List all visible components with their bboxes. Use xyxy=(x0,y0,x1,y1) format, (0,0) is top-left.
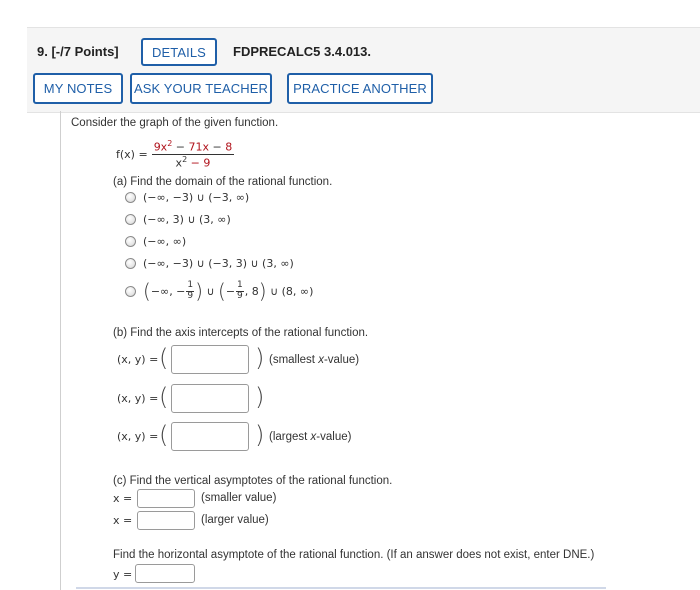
points-label: [-/7 Points] xyxy=(51,44,119,59)
vertical-asymptote-2-input[interactable] xyxy=(137,511,195,530)
intercept-1-close-paren: ) xyxy=(255,344,265,372)
function-definition xyxy=(116,139,234,171)
horizontal-asymptote-prompt: Find the horizontal asymptote of the rational function. (If an answer does not exist, enter DNE.) xyxy=(113,549,595,561)
problem-code: FDPRECALC5 3.4.013. xyxy=(233,44,371,59)
vertical-asymptote-2-label: x = xyxy=(113,514,133,527)
intercept-2-close-paren: ) xyxy=(255,383,265,411)
intercept-1-label: (x, y) = xyxy=(117,353,159,366)
intercept-1-note: (smallest x-value) xyxy=(269,354,360,366)
function-fraction: $\frac{9x^2 - 71x - 8}{x^2 - 9}$ xyxy=(153,139,233,170)
domain-option-5-radio[interactable] xyxy=(125,286,136,297)
part-a-prompt: (a) Find the domain of the rational function. xyxy=(113,176,333,188)
intercept-3-close-paren: ) xyxy=(255,421,265,449)
intercept-1-input[interactable] xyxy=(171,345,249,374)
part-b-prompt: (b) Find the axis intercepts of the rational function. xyxy=(113,327,369,339)
intercept-3-label: (x, y) = xyxy=(117,430,159,443)
intercept-1-open-paren: ( xyxy=(159,344,169,372)
horizontal-asymptote-label: y = xyxy=(113,568,133,581)
domain-option-2-radio[interactable] xyxy=(125,214,136,225)
domain-option-1-label: (−∞, −3) ∪ (−3, ∞) xyxy=(143,191,250,204)
vertical-asymptote-2-note: (larger value) xyxy=(201,514,269,526)
intro-text: Consider the graph of the given function. xyxy=(71,117,279,129)
intercept-2-label: (x, y) = xyxy=(117,392,159,405)
details-button[interactable]: DETAILS xyxy=(141,38,217,66)
question-header xyxy=(27,27,700,113)
part-c-prompt: (c) Find the vertical asymptotes of the rational function. xyxy=(113,475,393,487)
intercept-3-note: (largest x-value) xyxy=(269,431,352,443)
vertical-asymptote-1-note: (smaller value) xyxy=(201,492,277,504)
vertical-asymptote-1-label: x = xyxy=(113,492,133,505)
function-lhs: f(x) = xyxy=(116,148,148,162)
domain-option-3-label: (−∞, ∞) xyxy=(143,235,187,248)
my-notes-button[interactable]: MY NOTES xyxy=(33,73,123,104)
ask-your-teacher-button[interactable]: ASK YOUR TEACHER xyxy=(130,73,272,104)
domain-option-3-radio[interactable] xyxy=(125,236,136,247)
intercept-2-open-paren: ( xyxy=(159,383,169,411)
domain-option-4-radio[interactable] xyxy=(125,258,136,269)
horizontal-asymptote-input[interactable] xyxy=(135,564,195,583)
vertical-asymptote-1-input[interactable] xyxy=(137,489,195,508)
intercept-2-input[interactable] xyxy=(171,384,249,413)
question-number: 9. [-/7 Points] xyxy=(37,44,119,59)
domain-option-5-label: ( −∞, − $\frac{1}{9}$ ) ∪ ( − $\frac{1}{9}$ , 8 ) ∪ (8, ∞) xyxy=(143,279,314,303)
practice-another-button[interactable]: PRACTICE ANOTHER xyxy=(287,73,433,104)
intercept-3-open-paren: ( xyxy=(159,421,169,449)
domain-option-1-radio[interactable] xyxy=(125,192,136,203)
domain-option-4-label: (−∞, −3) ∪ (−3, 3) ∪ (3, ∞) xyxy=(143,257,294,270)
domain-option-2-label: (−∞, 3) ∪ (3, ∞) xyxy=(143,213,231,226)
section-divider xyxy=(76,587,606,589)
intercept-3-input[interactable] xyxy=(171,422,249,451)
question-body xyxy=(60,111,700,590)
